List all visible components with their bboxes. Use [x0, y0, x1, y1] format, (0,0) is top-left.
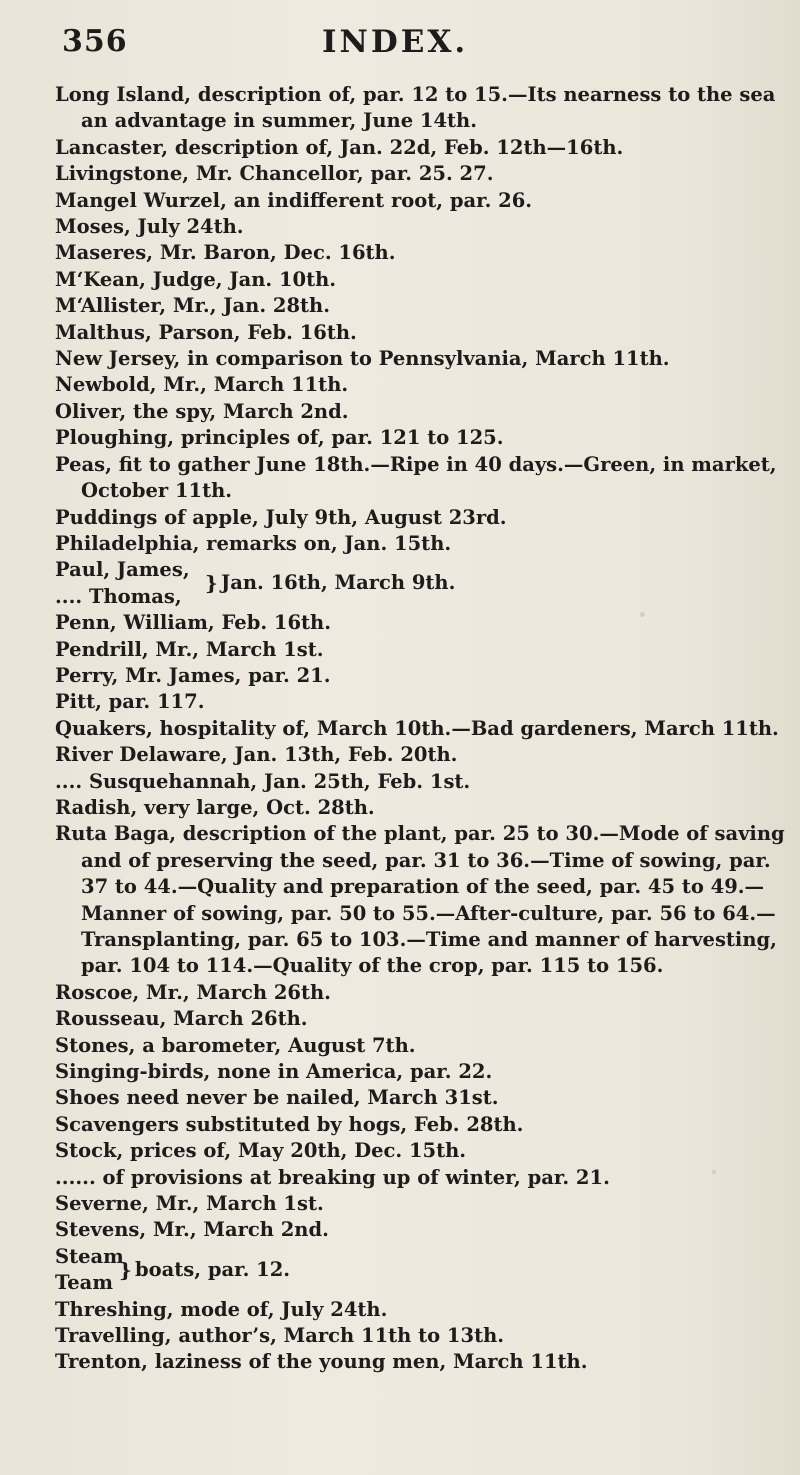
index-entry: Newbold, Mr., March 11th.	[55, 373, 349, 397]
index-entry-name: Paul, James,	[55, 558, 190, 582]
index-entry: Severne, Mr., March 1st.	[55, 1192, 324, 1216]
running-head: INDEX.	[322, 24, 469, 60]
index-entry: Pendrill, Mr., March 1st.	[55, 637, 324, 661]
index-entry-reference: boats, par. 12.	[135, 1257, 291, 1281]
index-entry: Lancaster, description of, Jan. 22d, Feb. 12th—16th.	[55, 135, 624, 159]
index-entry: Livingstone, Mr. Chancellor, par. 25. 27.	[55, 162, 494, 186]
index-entry: Stock, prices of, May 20th, Dec. 15th.	[55, 1139, 467, 1163]
index-entry: Stones, a barometer, August 7th.	[55, 1033, 416, 1057]
paper-speck	[712, 1170, 716, 1174]
index-entry: Stevens, Mr., March 2nd.	[55, 1218, 329, 1242]
index-entry: Ruta Baga, description of the plant, par. 25 to 30.—Mode of saving and of preserving the seed, par. 31 to 36.—Time of sowing, par. 37 to 44.—Quality and preparation of the seed, par. 45 to 49.—Manner of sowing, par. 50 to 55.—After-culture, par. 56 to 64.—Transplanting, par. 65 to 103.—Time and manner of harvesting, par. 104 to 114.—Quality of the crop, par. 115 to 156.	[55, 822, 785, 978]
index-entry: M‘Kean, Judge, Jan. 10th.	[55, 267, 337, 291]
paper-speck	[640, 612, 645, 617]
page-header	[0, 0, 800, 76]
index-entry: Oliver, the spy, March 2nd.	[55, 399, 349, 423]
index-entry: Shoes need never be nailed, March 31st.	[55, 1086, 499, 1110]
brace-glyph: }	[205, 571, 218, 596]
index-entry-name: .... Thomas,	[55, 584, 182, 608]
page-number: 356	[62, 24, 128, 59]
index-entry: New Jersey, in comparison to Pennsylvania, March 11th.	[55, 347, 670, 371]
index-entry: Maseres, Mr. Baron, Dec. 16th.	[55, 241, 396, 265]
index-entry: Ploughing, principles of, par. 121 to 125.	[55, 426, 504, 450]
index-entry: ...... of provisions at breaking up of winter, par. 21.	[55, 1165, 610, 1189]
index-entry: Singing-birds, none in America, par. 22.	[55, 1060, 493, 1084]
index-entry-name: Team	[55, 1271, 113, 1295]
index-entry: Scavengers substituted by hogs, Feb. 28th.	[55, 1112, 524, 1136]
index-entry: M‘Allister, Mr., Jan. 28th.	[55, 294, 331, 318]
index-entry-steam	[55, 1244, 793, 1297]
index-entry: Radish, very large, Oct. 28th.	[55, 795, 375, 819]
index-entry: Penn, William, Feb. 16th.	[55, 611, 332, 635]
index-entry: Peas, fit to gather June 18th.—Ripe in 40 days.—Green, in market, October 11th.	[55, 452, 777, 503]
index-entry: Puddings of apple, July 9th, August 23rd.	[55, 505, 507, 529]
index-entry: Philadelphia, remarks on, Jan. 15th.	[55, 531, 452, 555]
index-entry: River Delaware, Jan. 13th, Feb. 20th.	[55, 743, 458, 767]
index-entry: Trenton, laziness of the young men, March 11th.	[55, 1350, 588, 1374]
index-entry: .... Susquehannah, Jan. 25th, Feb. 1st.	[55, 769, 471, 793]
index-entry: Roscoe, Mr., March 26th.	[55, 980, 331, 1004]
index-entry-paul	[55, 557, 793, 610]
index-entry-name: Steam	[55, 1244, 124, 1268]
index-entry: Travelling, author’s, March 11th to 13th.	[55, 1324, 505, 1348]
brace-glyph: }	[119, 1257, 132, 1282]
index-entries	[55, 82, 793, 1376]
index-entry: Mangel Wurzel, an indifferent root, par. 26.	[55, 188, 533, 212]
index-entry: Rousseau, March 26th.	[55, 1007, 308, 1031]
index-entry: Quakers, hospitality of, March 10th.—Bad gardeners, March 11th.	[55, 716, 779, 740]
index-entry: Long Island, description of, par. 12 to 15.—Its nearness to the sea an advantage in summer, June 14th.	[55, 83, 776, 133]
index-entry: Moses, July 24th.	[55, 215, 244, 239]
index-entry: Threshing, mode of, July 24th.	[55, 1297, 388, 1321]
index-entry: Malthus, Parson, Feb. 16th.	[55, 320, 357, 344]
index-entry: Perry, Mr. James, par. 21.	[55, 663, 331, 687]
index-entry: Pitt, par. 117.	[55, 690, 205, 714]
index-entry-reference: Jan. 16th, March 9th.	[221, 571, 456, 595]
